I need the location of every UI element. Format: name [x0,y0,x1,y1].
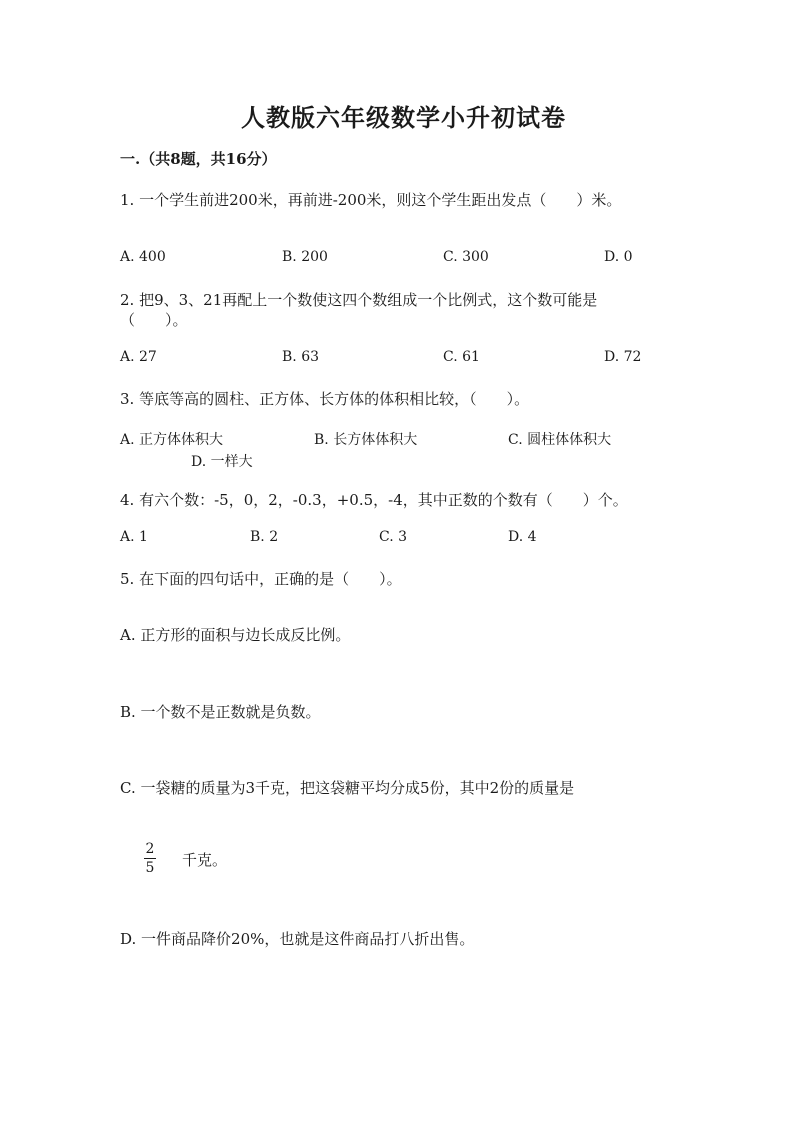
question-5-option-d: D. 一件商品降价20%，也就是这件商品打八折出售。 [120,930,475,948]
question-1-option-a: A. 400 [120,249,166,265]
question-1-option-b: B. 200 [282,249,328,265]
question-1-option-d: D. 0 [604,249,633,265]
question-4-option-a: A. 1 [120,529,148,545]
question-4-text: 4. 有六个数：-5，0，2，-0.3，+0.5，-4，其中正数的个数有（ ）个。 [120,491,628,509]
question-2-option-b: B. 63 [282,349,320,365]
question-2-text-line2: （ ）。 [120,311,188,329]
question-3-option-b: B. 长方体体积大 [314,432,418,448]
fraction-two-fifths [144,841,156,876]
question-2-text-line1: 2. 把9、3、21再配上一个数使这四个数组成一个比例式，这个数可能是 [120,291,598,309]
question-3-option-c: C. 圆柱体体积大 [508,432,612,448]
question-3-option-a: A. 正方体体积大 [120,432,224,448]
question-2-option-c: C. 61 [443,349,480,365]
question-3-option-d: D. 一样大 [191,454,253,470]
question-2-option-d: D. 72 [604,349,642,365]
question-1-text: 1. 一个学生前进200米，再前进-200米，则这个学生距出发点（ ）米。 [120,191,622,209]
fraction-denominator: 5 [145,860,155,876]
question-2-option-a: A. 27 [120,349,157,365]
question-4-option-d: D. 4 [508,529,537,545]
page-title: 人教版六年级数学小升初试卷 [241,103,566,132]
question-1-option-c: C. 300 [443,249,489,265]
question-5-option-b: B. 一个数不是正数就是负数。 [120,703,321,721]
fraction-bar [144,858,156,859]
fraction-numerator: 2 [145,841,155,857]
question-4-option-c: C. 3 [379,529,408,545]
section-heading: 一.（共8题，共16分） [120,150,277,168]
question-5-option-c: C. 一袋糖的质量为3千克，把这袋糖平均分成5份，其中2份的质量是 [120,779,575,797]
question-5-option-c-unit: 千克。 [182,851,228,869]
question-4-option-b: B. 2 [250,529,279,545]
question-5-option-a: A. 正方形的面积与边长成反比例。 [120,626,351,644]
question-3-text: 3. 等底等高的圆柱、正方体、长方体的体积相比较，（ ）。 [120,390,530,408]
question-5-text: 5. 在下面的四句话中，正确的是（ ）。 [120,570,402,588]
